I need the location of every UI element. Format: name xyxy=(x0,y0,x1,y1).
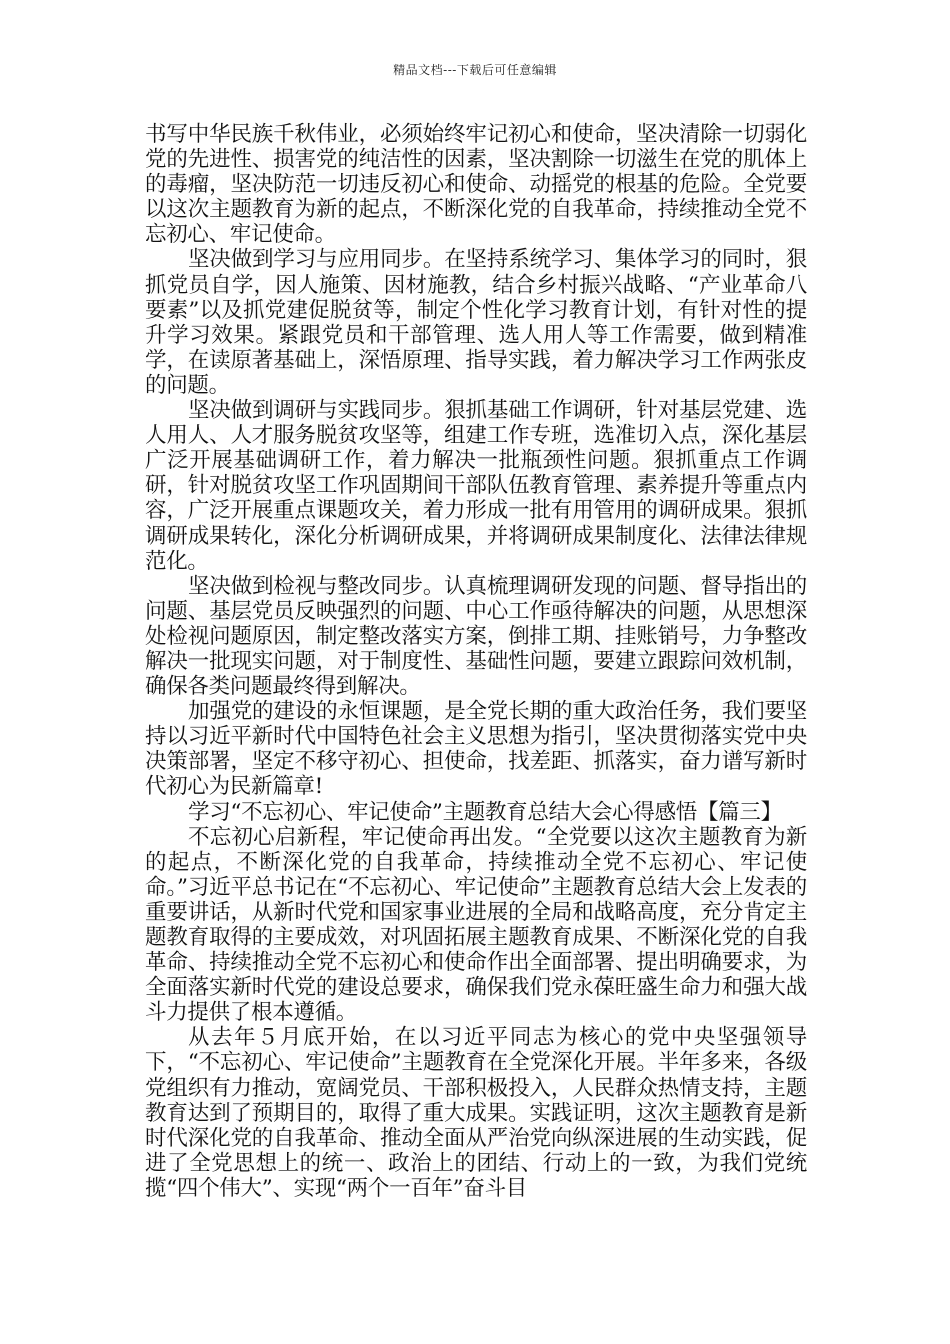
paragraph-new-journey: 不忘初心启新程，牢记使命再出发。“全党要以这次主题教育为新的起点，不断深化党的自我革命，持续推动全党不忘初心、牢记使命。”习近平总书记在“不忘初心、牢记使命”主题教育总结大会上发表的重要讲话，从新时代党和国家事业进展的全局和战略高度，充分肯定主题教育取得的主要成效，对巩固拓展主题教育成果、不断深化党的自我革命、持续推动全党不忘初心和使命作出全面部署、提出明确要求，为全面落实新时代党的建设总要求，确保我们党永葆旺盛生命力和强大战斗力提供了根本遵循。 xyxy=(145,824,807,1026)
section-heading-part-three: 学习“不忘初心、牢记使命”主题教育总结大会心得感悟【篇三】 xyxy=(188,799,782,825)
paragraph-research-practice: 坚决做到调研与实践同步。狠抓基础工作调研，针对基层党建、选人用人、人才服务脱贫攻坚等，组建工作专班，选准切入点，深化基层广泛开展基础调研工作，着力解决一批瓶颈性问题。狠抓重点工作调研，针对脱贫攻坚工作巩固期间干部队伍教育管理、素养提升等重点内容，广泛开展重点课题攻关，着力形成一批有用管用的调研成果。狠抓调研成果转化，深化分析调研成果，并将调研成果制度化、法律法律规范化。 xyxy=(145,398,807,574)
paragraph-continuation: 书写中华民族千秋伟业，必须始终牢记初心和使命，坚决清除一切弱化党的先进性、损害党的纯洁性的因素，坚决割除一切滋生在党的肌体上的毒瘤，坚决防范一切违反初心和使命、动摇党的根基的危险。全党要以这次主题教育为新的起点，不断深化党的自我革命，持续推动全党不忘初心、牢记使命。 xyxy=(145,122,807,248)
paragraph-study-application: 坚决做到学习与应用同步。在坚持系统学习、集体学习的同时，狠抓党员自学，因人施策、因材施教，结合乡村振兴战略、“产业革命八要素”以及抓党建促脱贫等，制定个性化学习教育计划，有针对性的提升学习效果。紧跟党员和干部管理、选人用人等工作需要，做到精准学，在读原著基础上，深悟原理、指导实践，着力解决学习工作两张皮的问题。 xyxy=(145,247,807,398)
document-body xyxy=(145,122,807,1201)
page-header: 精品文档---下载后可任意编辑 xyxy=(393,63,557,77)
paragraph-since-last-may: 从去年５月底开始，在以习近平同志为核心的党中央坚强领导下，“不忘初心、牢记使命”主题教育在全党深化开展。半年多来，各级党组织有力推动，宽阔党员、干部积极投入，人民群众热情支持，主题教育达到了预期目的，取得了重大成果。实践证明，这次主题教育是新时代深化党的自我革命、推动全面从严治党向纵深进展的生动实践，促进了全党思想上的统一、政治上的团结、行动上的一致，为我们党统揽“四个伟大”、实现“两个一百年”奋斗目 xyxy=(145,1025,807,1201)
paragraph-party-building: 加强党的建设的永恒课题，是全党长期的重大政治任务，我们要坚持以习近平新时代中国特色社会主义思想为指引，坚决贯彻落实党中央决策部署，坚定不移守初心、担使命，找差距、抓落实，奋力谱写新时代初心为民新篇章! xyxy=(145,699,807,800)
paragraph-inspection-rectification: 坚决做到检视与整改同步。认真梳理调研发现的问题、督导指出的问题、基层党员反映强烈的问题、中心工作亟待解决的问题，从思想深处检视问题原因，制定整改落实方案，倒排工期、挂账销号，力争整改解决一批现实问题，对于制度性、基础性问题，要建立跟踪问效机制，确保各类问题最终得到解决。 xyxy=(145,573,807,700)
